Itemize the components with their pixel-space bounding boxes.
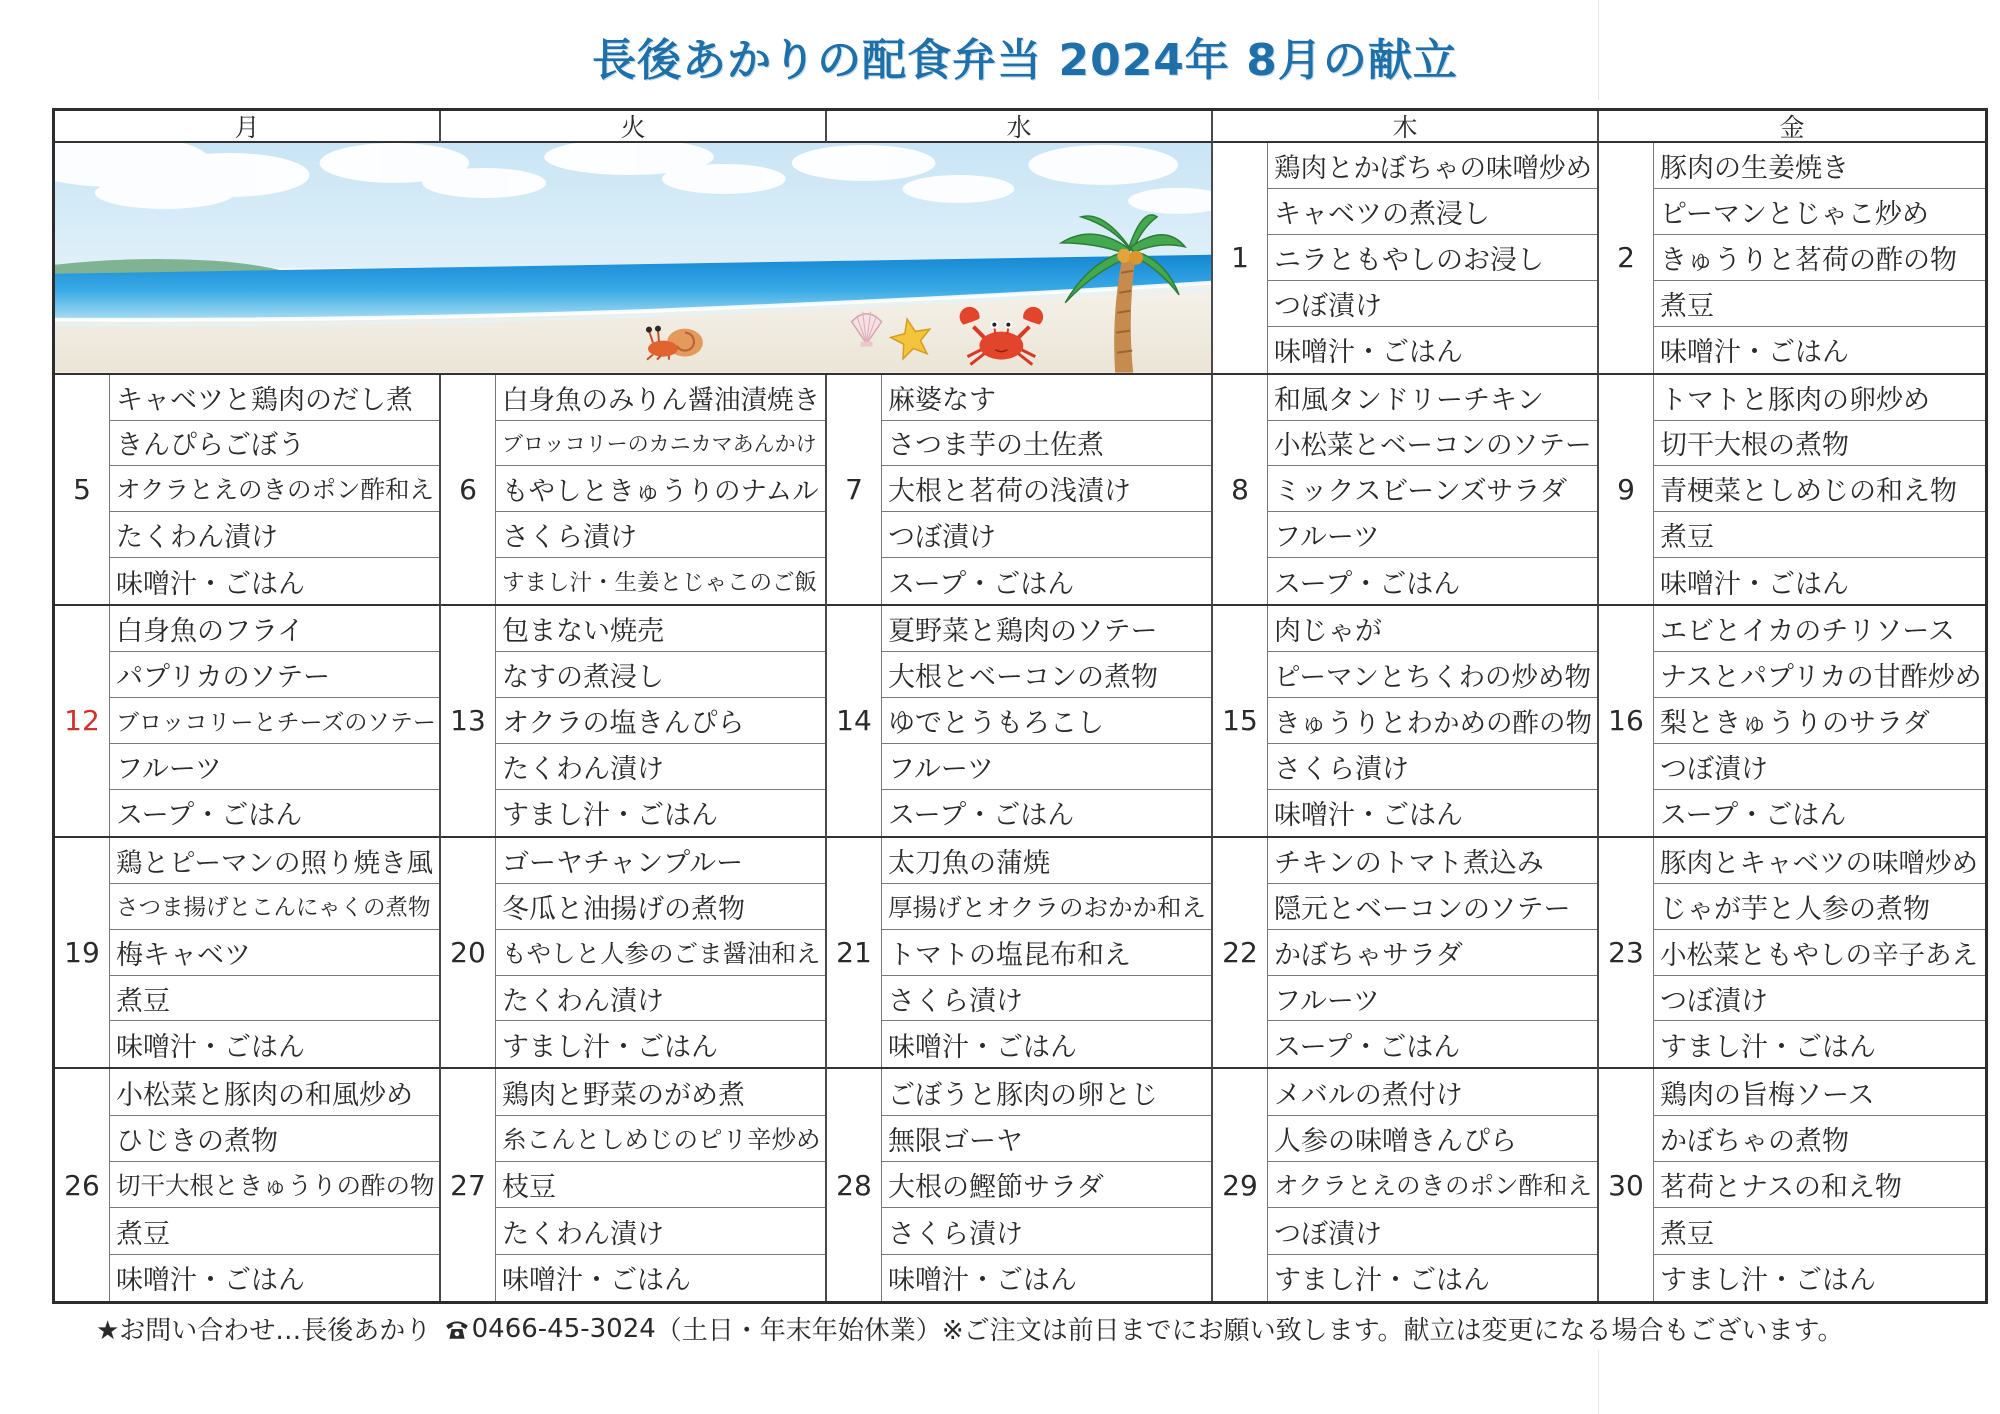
day-number: 29 [1213,1069,1268,1301]
order-note: ※ご注文は前日までにお願い致します。献立は変更になる場合もございます。 [941,1316,1844,1346]
dish-item: 人参の味噌きんぴら [1268,1116,1597,1162]
dish-item: 味噌汁・ごはん [888,1265,1077,1297]
dish-item: 小松菜ともやしの辛子あえ [1654,930,1985,976]
dish-item: 和風タンドリーチキン [1268,375,1597,421]
dish-item: 豚肉の生姜焼き [1654,143,1985,189]
dish-item: スープ・ごはん [1274,1031,1461,1063]
dish-item: たくわん漬け [496,1208,825,1254]
day-number: 22 [1213,838,1268,1068]
dish-item: ブロッコリーとチーズのソテー [110,698,439,744]
dish-item: 包まない焼売 [496,606,825,652]
day-number: 30 [1599,1069,1654,1301]
weekday-header-wed: 水 [827,111,1213,143]
day-cell-22 [1213,838,1599,1070]
dish-item: 夏野菜と鶏肉のソテー [882,606,1211,652]
dish-item: 太刀魚の蒲焼 [882,838,1211,884]
day-cell-13 [441,606,827,838]
day-cell-29 [1213,1069,1599,1301]
day-cell-15 [1213,606,1599,838]
dish-item: ブロッコリーのカニカマあんかけ [496,421,825,467]
dish-list [1654,143,1985,373]
dish-item: ゴーヤチャンプルー [496,838,825,884]
dish-item: ナスとパプリカの甘酢炒め [1654,652,1985,698]
dish-item: フルーツ [110,744,439,790]
dish-item: かぼちゃの煮物 [1654,1116,1985,1162]
dish-item: すまし汁・ごはん [1660,1265,1876,1297]
day-cell-26 [55,1069,441,1301]
dish-list [1268,838,1597,1068]
dish-item: もやしと人参のごま醤油和え [496,930,825,976]
dish-item: 煮豆 [110,1208,439,1254]
dish-item: 切干大根の煮物 [1654,421,1985,467]
dish-item: 糸こんとしめじのピリ辛炒め [496,1116,825,1162]
dish-item: すまし汁・ごはん [1660,1031,1876,1063]
dish-item: ピーマンとじゃこ炒め [1654,189,1985,235]
day-cell-1 [1213,143,1599,375]
dish-item: ゆでとうもろこし [882,698,1211,744]
day-number: 5 [55,375,110,605]
dish-item: 枝豆 [496,1162,825,1208]
contact-footer [96,1310,1843,1347]
dish-item: すまし汁・ごはん [502,800,718,832]
dish-item: フルーツ [882,744,1211,790]
dish-item: 鶏肉とかぼちゃの味噌炒め [1268,143,1597,189]
dish-item: きんぴらごぼう [110,421,439,467]
contact-label: ★お問い合わせ…長後あかり [96,1316,432,1346]
dish-item: スープ・ごはん [888,800,1075,832]
dish-item: 鶏とピーマンの照り焼き風 [110,838,439,884]
phone-number: 0466-45-3024 [471,1313,656,1344]
dish-item: なすの煮浸し [496,652,825,698]
dish-list [882,606,1211,836]
dish-item: スープ・ごはん [1274,568,1461,600]
dish-item: オクラの塩きんぴら [496,698,825,744]
dish-item: キャベツと鶏肉のだし煮 [110,375,439,421]
dish-item: もやしときゅうりのナムル [496,466,825,512]
dish-item: かぼちゃサラダ [1268,930,1597,976]
day-cell-23 [1599,838,1985,1070]
dish-item: キャベツの煮浸し [1268,189,1597,235]
dish-item: 大根とベーコンの煮物 [882,652,1211,698]
day-cell-8 [1213,375,1599,607]
phone-icon [444,1316,470,1342]
day-number: 6 [441,375,496,605]
day-number: 21 [827,838,882,1068]
day-number: 8 [1213,375,1268,605]
dish-list [110,606,439,836]
beach-illustration [55,143,1213,375]
dish-item: ピーマンとちくわの炒め物 [1268,652,1597,698]
dish-item: パプリカのソテー [110,652,439,698]
dish-item: 味噌汁・ごはん [1660,337,1849,369]
dish-list [1654,838,1985,1068]
dish-item: 味噌汁・ごはん [502,1265,691,1297]
weekday-header-fri: 金 [1599,111,1985,143]
dish-item: 煮豆 [1654,281,1985,327]
day-cell-21 [827,838,1213,1070]
dish-item: 豚肉とキャベツの味噌炒め [1654,838,1985,884]
day-number: 2 [1599,143,1654,373]
dish-item: フルーツ [1268,976,1597,1022]
dish-item: 小松菜とベーコンのソテー [1268,421,1597,467]
day-number: 9 [1599,375,1654,605]
day-number: 27 [441,1069,496,1301]
dish-item: 冬瓜と油揚げの煮物 [496,884,825,930]
dish-item: つぼ漬け [1654,976,1985,1022]
dish-item: 大根の鰹節サラダ [882,1162,1211,1208]
business-hours-note: （土日・年末年始休業） [655,1316,942,1346]
day-number: 16 [1599,606,1654,836]
dish-item: 味噌汁・ごはん [116,1031,305,1063]
dish-list [110,838,439,1068]
day-cell-16 [1599,606,1985,838]
dish-item: 切干大根ときゅうりの酢の物 [110,1162,439,1208]
dish-list [496,606,825,836]
day-number: 13 [441,606,496,836]
dish-item: 味噌汁・ごはん [1274,800,1463,832]
dish-item: たくわん漬け [496,744,825,790]
day-number: 7 [827,375,882,605]
dish-item: 鶏肉と野菜のがめ煮 [496,1069,825,1115]
dish-item: 小松菜と豚肉の和風炒め [110,1069,439,1115]
dish-item: 無限ゴーヤ [882,1116,1211,1162]
day-cell-28 [827,1069,1213,1301]
dish-list [1268,606,1597,836]
menu-calendar [52,108,1988,1304]
dish-item: きゅうりとわかめの酢の物 [1268,698,1597,744]
dish-list [1654,606,1985,836]
day-number: 28 [827,1069,882,1301]
dish-item: トマトと豚肉の卵炒め [1654,375,1985,421]
dish-item: つぼ漬け [882,512,1211,558]
dish-item: 煮豆 [1654,1208,1985,1254]
dish-item: すまし汁・ごはん [502,1031,718,1063]
weekday-header-thu: 木 [1213,111,1599,143]
dish-list [496,1069,825,1301]
day-number: 12 [55,606,110,836]
dish-item: さつま揚げとこんにゃくの煮物 [110,884,439,930]
day-number: 1 [1213,143,1268,373]
dish-item: エビとイカのチリソース [1654,606,1985,652]
scan-fold-line [1598,1350,1599,1414]
day-number: 15 [1213,606,1268,836]
dish-item: スープ・ごはん [1660,800,1847,832]
dish-list [1268,375,1597,605]
day-cell-7 [827,375,1213,607]
dish-list [496,838,825,1068]
dish-item: 鶏肉の旨梅ソース [1654,1069,1985,1115]
dish-item: オクラとえのきのポン酢和え [1268,1162,1597,1208]
dish-item: 味噌汁・ごはん [1660,568,1849,600]
dish-item: さくら漬け [882,976,1211,1022]
dish-item: きゅうりと茗荷の酢の物 [1654,235,1985,281]
day-number: 19 [55,838,110,1068]
dish-item: チキンのトマト煮込み [1268,838,1597,884]
dish-item: ニラともやしのお浸し [1268,235,1597,281]
beach-illustration-svg [55,143,1211,373]
dish-item: すまし汁・生姜とじゃこのご飯 [502,570,818,597]
dish-item: 煮豆 [1654,512,1985,558]
dish-item: 煮豆 [110,976,439,1022]
dish-item: 味噌汁・ごはん [888,1031,1077,1063]
day-cell-2 [1599,143,1985,375]
dish-item: つぼ漬け [1268,281,1597,327]
day-cell-6 [441,375,827,607]
day-cell-20 [441,838,827,1070]
dish-item: 梨ときゅうりのサラダ [1654,698,1985,744]
dish-item: スープ・ごはん [888,568,1075,600]
dish-item: 味噌汁・ごはん [1274,337,1463,369]
dish-item: つぼ漬け [1268,1208,1597,1254]
dish-item: 味噌汁・ごはん [116,568,305,600]
dish-item: 大根と茗荷の浅漬け [882,466,1211,512]
weekday-header-tue: 火 [441,111,827,143]
day-number: 14 [827,606,882,836]
dish-item: 肉じゃが [1268,606,1597,652]
dish-item: 厚揚げとオクラのおかか和え [882,884,1211,930]
day-cell-19 [55,838,441,1070]
day-number: 23 [1599,838,1654,1068]
dish-item: ひじきの煮物 [110,1116,439,1162]
dish-item: すまし汁・ごはん [1274,1265,1490,1297]
dish-item: ごぼうと豚肉の卵とじ [882,1069,1211,1115]
dish-list [1654,375,1985,605]
dish-item: 麻婆なす [882,375,1211,421]
dish-item: 梅キャベツ [110,930,439,976]
dish-item: さくら漬け [882,1208,1211,1254]
page-title: 長後あかりの配食弁当 2024年 8月の献立 [592,35,1458,86]
dish-list [1268,1069,1597,1301]
dish-list [110,1069,439,1301]
dish-item: メバルの煮付け [1268,1069,1597,1115]
dish-list [882,375,1211,605]
day-cell-14 [827,606,1213,838]
day-cell-27 [441,1069,827,1301]
dish-item: 白身魚のみりん醤油漬焼き [496,375,825,421]
day-number: 26 [55,1069,110,1301]
dish-list [882,838,1211,1068]
day-cell-9 [1599,375,1985,607]
dish-list [882,1069,1211,1301]
dish-item: たくわん漬け [496,976,825,1022]
dish-item: さつま芋の土佐煮 [882,421,1211,467]
dish-list [1268,143,1597,373]
dish-list [496,375,825,605]
dish-item: じゃが芋と人参の煮物 [1654,884,1985,930]
dish-item: 青梗菜としめじの和え物 [1654,466,1985,512]
dish-item: 隠元とベーコンのソテー [1268,884,1597,930]
dish-item: ミックスビーンズサラダ [1268,466,1597,512]
dish-item: トマトの塩昆布和え [882,930,1211,976]
dish-item: オクラとえのきのポン酢和え [110,466,439,512]
dish-item: フルーツ [1268,512,1597,558]
day-cell-12 [55,606,441,838]
weekday-header-mon: 月 [55,111,441,143]
dish-list [110,375,439,605]
dish-item: 茗荷とナスの和え物 [1654,1162,1985,1208]
dish-item: スープ・ごはん [116,800,303,832]
day-number: 20 [441,838,496,1068]
dish-item: つぼ漬け [1654,744,1985,790]
day-cell-30 [1599,1069,1985,1301]
dish-item: たくわん漬け [110,512,439,558]
dish-item: 味噌汁・ごはん [116,1265,305,1297]
dish-item: 白身魚のフライ [110,606,439,652]
dish-list [1654,1069,1985,1301]
dish-item: さくら漬け [1268,744,1597,790]
dish-item: さくら漬け [496,512,825,558]
day-cell-5 [55,375,441,607]
